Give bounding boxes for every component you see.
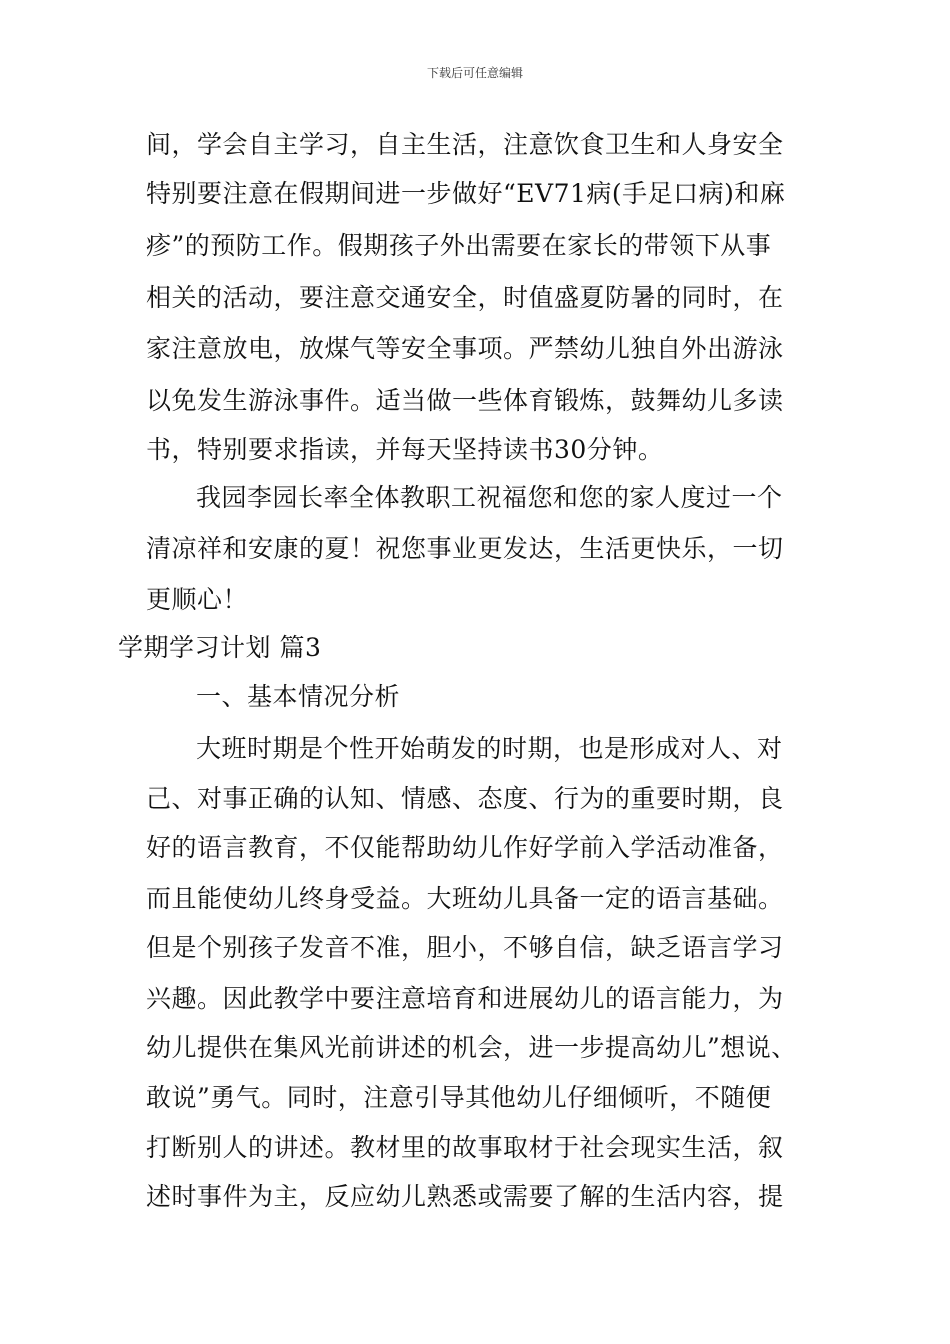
- page-header-note: 下载后可任意编辑: [426, 66, 523, 80]
- paragraph-first-line: 我园李园长率全体教职工祝福您和您的家人度过一个: [196, 483, 783, 512]
- subsection-heading: 一、基本情况分析: [196, 682, 401, 711]
- body-line: 疹”的预防工作。假期孩子外出需要在家长的带领下从事: [146, 231, 772, 260]
- body-line: 特别要注意在假期间进一步做好“EV71病(手足口病)和麻: [146, 179, 786, 208]
- body-line: 幼儿提供在集风光前讲述的机会，进一步提高幼儿”想说、: [146, 1033, 797, 1062]
- body-line: 而且能使幼儿终身受益。大班幼儿具备一定的语言基础。: [146, 884, 784, 913]
- body-line: 间，学会自主学习，自主生活，注意饮食卫生和人身安全: [146, 130, 784, 159]
- body-line: 己、对事正确的认知、情感、态度、行为的重要时期，良: [146, 784, 784, 813]
- paragraph-first-line: 大班时期是个性开始萌发的时期，也是形成对人、对: [196, 734, 783, 763]
- body-line: 书，特别要求指读，并每天坚持读书30分钟。: [146, 435, 664, 464]
- body-line: 更顺心！: [146, 585, 249, 614]
- body-line: 敢说”勇气。同时，注意引导其他幼儿仔细倾听，不随便: [146, 1083, 772, 1112]
- body-line: 家注意放电，放煤气等安全事项。严禁幼儿独自外出游泳: [146, 334, 784, 363]
- body-line: 清凉祥和安康的夏！祝您事业更发达，生活更快乐，一切: [146, 534, 784, 563]
- body-line: 相关的活动，要注意交通安全，时值盛夏防暑的同时，在: [146, 283, 784, 312]
- body-line: 兴趣。因此教学中要注意培育和进展幼儿的语言能力，为: [146, 984, 784, 1013]
- body-line: 但是个别孩子发音不准，胆小，不够自信，缺乏语言学习: [146, 933, 784, 962]
- body-line: 以免发生游泳事件。适当做一些体育锻炼，鼓舞幼儿多读: [146, 386, 784, 415]
- body-line: 打断别人的讲述。教材里的故事取材于社会现实生活，叙: [146, 1133, 784, 1162]
- body-line: 好的语言教育，不仅能帮助幼儿作好学前入学活动准备，: [146, 833, 784, 862]
- section-heading: 学期学习计划 篇3: [118, 633, 322, 662]
- body-line: 述时事件为主，反应幼儿熟悉或需要了解的生活内容，提: [146, 1182, 784, 1211]
